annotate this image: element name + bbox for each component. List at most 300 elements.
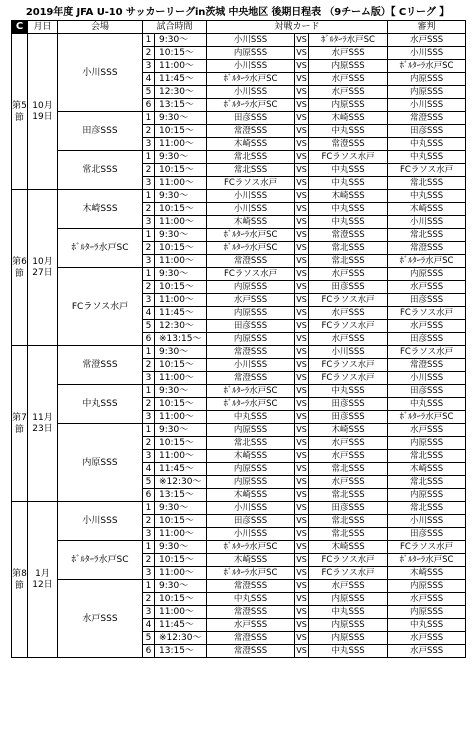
match-time: 9:30～ xyxy=(155,424,207,437)
referee-team: 木崎SSS xyxy=(388,463,466,476)
away-team: FCラソス水戸 xyxy=(309,567,388,580)
match-time: 10:15～ xyxy=(155,554,207,567)
match-time: 10:15～ xyxy=(155,437,207,450)
match-time: 11:00～ xyxy=(155,411,207,424)
league-badge: C xyxy=(12,21,28,34)
match-number: 1 xyxy=(143,541,155,554)
vs-label: VS xyxy=(295,463,309,476)
match-time: 11:00～ xyxy=(155,294,207,307)
match-time: 11:00～ xyxy=(155,216,207,229)
match-time: 10:15～ xyxy=(155,125,207,138)
referee-team: 中丸SSS xyxy=(388,138,466,151)
header-date: 月日 xyxy=(28,21,58,34)
match-number: 1 xyxy=(143,112,155,125)
home-team: 水戸SSS xyxy=(207,294,295,307)
referee-team: 中丸SSS xyxy=(388,151,466,164)
away-team: FCラソス水戸 xyxy=(309,151,388,164)
match-time: 9:30～ xyxy=(155,385,207,398)
match-number: 3 xyxy=(143,294,155,307)
match-time: 10:15～ xyxy=(155,515,207,528)
referee-team: 常北SSS xyxy=(388,476,466,489)
match-number: 1 xyxy=(143,424,155,437)
match-number: 6 xyxy=(143,333,155,346)
match-number: 4 xyxy=(143,307,155,320)
referee-team: 中丸SSS xyxy=(388,398,466,411)
match-row xyxy=(12,424,466,437)
vs-label: VS xyxy=(295,281,309,294)
vs-label: VS xyxy=(295,515,309,528)
match-number: 6 xyxy=(143,99,155,112)
home-team: 小川SSS xyxy=(207,86,295,99)
match-time: 9:30～ xyxy=(155,229,207,242)
referee-team: 木崎SSS xyxy=(388,203,466,216)
match-time: 10:15～ xyxy=(155,47,207,60)
referee-team: 水戸SSS xyxy=(388,34,466,47)
round-label: 第7節 xyxy=(12,346,28,502)
home-team: 木崎SSS xyxy=(207,489,295,502)
vs-label: VS xyxy=(295,476,309,489)
vs-label: VS xyxy=(295,255,309,268)
round-date: 11月 23日 xyxy=(28,346,58,502)
referee-team: FCラソス水戸 xyxy=(388,307,466,320)
away-team: FCラソス水戸 xyxy=(309,372,388,385)
match-number: 5 xyxy=(143,632,155,645)
referee-team: 田彦SSS xyxy=(388,125,466,138)
venue-name: 小川SSS xyxy=(58,34,143,112)
match-time: 11:00～ xyxy=(155,606,207,619)
venue-name: ﾎﾞﾙﾀｰﾗ水戸SC xyxy=(58,229,143,268)
match-row xyxy=(12,151,466,164)
match-row xyxy=(12,502,466,515)
match-number: 4 xyxy=(143,619,155,632)
away-team: 常北SSS xyxy=(309,255,388,268)
vs-label: VS xyxy=(295,60,309,73)
match-time: 10:15～ xyxy=(155,359,207,372)
referee-team: ﾎﾞﾙﾀｰﾗ水戸SC xyxy=(388,411,466,424)
match-number: 1 xyxy=(143,346,155,359)
referee-team: 水戸SSS xyxy=(388,320,466,333)
home-team: 小川SSS xyxy=(207,502,295,515)
vs-label: VS xyxy=(295,86,309,99)
match-number: 2 xyxy=(143,164,155,177)
away-team: 内原SSS xyxy=(309,60,388,73)
header-card: 対戦カード xyxy=(207,21,388,34)
referee-team: 内原SSS xyxy=(388,86,466,99)
match-time: 9:30～ xyxy=(155,580,207,593)
match-time: 11:45～ xyxy=(155,619,207,632)
away-team: 内原SSS xyxy=(309,619,388,632)
vs-label: VS xyxy=(295,34,309,47)
match-time: 11:00～ xyxy=(155,138,207,151)
match-row xyxy=(12,268,466,281)
vs-label: VS xyxy=(295,528,309,541)
referee-team: 小川SSS xyxy=(388,216,466,229)
referee-team: 小川SSS xyxy=(388,99,466,112)
match-time: 11:00～ xyxy=(155,255,207,268)
vs-label: VS xyxy=(295,606,309,619)
match-row xyxy=(12,34,466,47)
round-label: 第6節 xyxy=(12,190,28,346)
match-number: 2 xyxy=(143,398,155,411)
vs-label: VS xyxy=(295,424,309,437)
referee-team: 小川SSS xyxy=(388,515,466,528)
away-team: 木崎SSS xyxy=(309,112,388,125)
referee-team: 水戸SSS xyxy=(388,593,466,606)
home-team: 常澄SSS xyxy=(207,645,295,658)
vs-label: VS xyxy=(295,73,309,86)
home-team: 常北SSS xyxy=(207,151,295,164)
match-number: 3 xyxy=(143,450,155,463)
vs-label: VS xyxy=(295,307,309,320)
match-time: 10:15～ xyxy=(155,398,207,411)
match-time: 10:15～ xyxy=(155,281,207,294)
match-number: 1 xyxy=(143,229,155,242)
vs-label: VS xyxy=(295,242,309,255)
match-time: 10:15～ xyxy=(155,593,207,606)
match-time: 12:30～ xyxy=(155,320,207,333)
home-team: 常澄SSS xyxy=(207,580,295,593)
away-team: 水戸SSS xyxy=(309,307,388,320)
home-team: 中丸SSS xyxy=(207,411,295,424)
match-time: 9:30～ xyxy=(155,502,207,515)
away-team: 常北SSS xyxy=(309,463,388,476)
referee-team: 小川SSS xyxy=(388,47,466,60)
referee-team: 水戸SSS xyxy=(388,281,466,294)
home-team: 水戸SSS xyxy=(207,619,295,632)
match-row xyxy=(12,580,466,593)
header-venue: 会場 xyxy=(58,21,143,34)
referee-team: 水戸SSS xyxy=(388,632,466,645)
away-team: 田彦SSS xyxy=(309,398,388,411)
away-team: 水戸SSS xyxy=(309,437,388,450)
vs-label: VS xyxy=(295,229,309,242)
referee-team: 内原SSS xyxy=(388,437,466,450)
vs-label: VS xyxy=(295,632,309,645)
away-team: 水戸SSS xyxy=(309,450,388,463)
round-label: 第8節 xyxy=(12,502,28,658)
away-team: 中丸SSS xyxy=(309,125,388,138)
venue-name: ﾎﾞﾙﾀｰﾗ水戸SC xyxy=(58,541,143,580)
referee-team: 内原SSS xyxy=(388,268,466,281)
home-team: 小川SSS xyxy=(207,359,295,372)
match-time: 10:15～ xyxy=(155,242,207,255)
referee-team: 中丸SSS xyxy=(388,619,466,632)
match-number: 1 xyxy=(143,190,155,203)
home-team: 常澄SSS xyxy=(207,632,295,645)
away-team: 水戸SSS xyxy=(309,47,388,60)
venue-name: 内原SSS xyxy=(58,424,143,502)
referee-team: 小川SSS xyxy=(388,372,466,385)
home-team: ﾎﾞﾙﾀｰﾗ水戸SC xyxy=(207,385,295,398)
referee-team: 内原SSS xyxy=(388,580,466,593)
vs-label: VS xyxy=(295,593,309,606)
vs-label: VS xyxy=(295,502,309,515)
away-team: ﾎﾞﾙﾀｰﾗ水戸SC xyxy=(309,34,388,47)
match-number: 3 xyxy=(143,567,155,580)
round-date: 10月 27日 xyxy=(28,190,58,346)
match-time: ※13:15～ xyxy=(155,333,207,346)
away-team: 水戸SSS xyxy=(309,476,388,489)
match-number: 6 xyxy=(143,489,155,502)
away-team: 木崎SSS xyxy=(309,541,388,554)
referee-team: 内原SSS xyxy=(388,606,466,619)
match-time: 10:15～ xyxy=(155,203,207,216)
referee-team: 常澄SSS xyxy=(388,359,466,372)
home-team: 常北SSS xyxy=(207,437,295,450)
away-team: 常北SSS xyxy=(309,528,388,541)
referee-team: FCラソス水戸 xyxy=(388,164,466,177)
away-team: 木崎SSS xyxy=(309,190,388,203)
match-time: 11:00～ xyxy=(155,60,207,73)
home-team: 内原SSS xyxy=(207,476,295,489)
referee-team: ﾎﾞﾙﾀｰﾗ水戸SC xyxy=(388,60,466,73)
match-time: 10:15～ xyxy=(155,164,207,177)
referee-team: 中丸SSS xyxy=(388,190,466,203)
header-time: 試合時間 xyxy=(143,21,207,34)
home-team: 常澄SSS xyxy=(207,346,295,359)
away-team: FCラソス水戸 xyxy=(309,294,388,307)
away-team: 中丸SSS xyxy=(309,177,388,190)
referee-team: 木崎SSS xyxy=(388,567,466,580)
vs-label: VS xyxy=(295,99,309,112)
vs-label: VS xyxy=(295,437,309,450)
away-team: 内原SSS xyxy=(309,632,388,645)
venue-name: 常北SSS xyxy=(58,151,143,190)
vs-label: VS xyxy=(295,372,309,385)
match-number: 1 xyxy=(143,385,155,398)
referee-team: 水戸SSS xyxy=(388,645,466,658)
match-time: 9:30～ xyxy=(155,112,207,125)
referee-team: FCラソス水戸 xyxy=(388,346,466,359)
home-team: ﾎﾞﾙﾀｰﾗ水戸SC xyxy=(207,567,295,580)
match-time: ※12:30～ xyxy=(155,632,207,645)
home-team: 内原SSS xyxy=(207,307,295,320)
referee-team: 内原SSS xyxy=(388,73,466,86)
match-time: 11:45～ xyxy=(155,73,207,86)
venue-name: 小川SSS xyxy=(58,502,143,541)
match-time: 11:00～ xyxy=(155,372,207,385)
home-team: 木崎SSS xyxy=(207,450,295,463)
referee-team: 常北SSS xyxy=(388,229,466,242)
schedule-table xyxy=(11,20,466,658)
match-time: 9:30～ xyxy=(155,34,207,47)
match-number: 2 xyxy=(143,515,155,528)
away-team: FCラソス水戸 xyxy=(309,554,388,567)
home-team: 常澄SSS xyxy=(207,606,295,619)
referee-team: 常澄SSS xyxy=(388,112,466,125)
home-team: 小川SSS xyxy=(207,60,295,73)
match-number: 3 xyxy=(143,411,155,424)
match-number: 4 xyxy=(143,463,155,476)
home-team: 常北SSS xyxy=(207,164,295,177)
match-number: 1 xyxy=(143,502,155,515)
vs-label: VS xyxy=(295,554,309,567)
match-number: 1 xyxy=(143,34,155,47)
match-number: 2 xyxy=(143,242,155,255)
match-number: 2 xyxy=(143,359,155,372)
away-team: 田彦SSS xyxy=(309,281,388,294)
home-team: 内原SSS xyxy=(207,281,295,294)
home-team: FCラソス水戸 xyxy=(207,268,295,281)
vs-label: VS xyxy=(295,216,309,229)
home-team: 小川SSS xyxy=(207,528,295,541)
away-team: 水戸SSS xyxy=(309,268,388,281)
match-number: 3 xyxy=(143,606,155,619)
match-number: 3 xyxy=(143,138,155,151)
vs-label: VS xyxy=(295,398,309,411)
match-number: 6 xyxy=(143,645,155,658)
match-row xyxy=(12,229,466,242)
referee-team: 水戸SSS xyxy=(388,424,466,437)
header-ref: 審判 xyxy=(388,21,466,34)
venue-name: 水戸SSS xyxy=(58,580,143,658)
match-number: 4 xyxy=(143,73,155,86)
away-team: 常北SSS xyxy=(309,489,388,502)
round-date: 10月 19日 xyxy=(28,34,58,190)
home-team: 田彦SSS xyxy=(207,320,295,333)
referee-team: 常澄SSS xyxy=(388,242,466,255)
vs-label: VS xyxy=(295,203,309,216)
match-number: 2 xyxy=(143,281,155,294)
venue-name: 田彦SSS xyxy=(58,112,143,151)
header-row xyxy=(12,21,466,34)
home-team: ﾎﾞﾙﾀｰﾗ水戸SC xyxy=(207,99,295,112)
match-number: 2 xyxy=(143,203,155,216)
home-team: 常澄SSS xyxy=(207,372,295,385)
match-row xyxy=(12,385,466,398)
match-time: 9:30～ xyxy=(155,190,207,203)
match-time: 11:00～ xyxy=(155,177,207,190)
match-number: 2 xyxy=(143,554,155,567)
home-team: ﾎﾞﾙﾀｰﾗ水戸SC xyxy=(207,242,295,255)
match-number: 2 xyxy=(143,437,155,450)
away-team: 常澄SSS xyxy=(309,138,388,151)
away-team: FCラソス水戸 xyxy=(309,359,388,372)
match-time: 13:15～ xyxy=(155,489,207,502)
referee-team: 田彦SSS xyxy=(388,333,466,346)
match-number: 3 xyxy=(143,372,155,385)
vs-label: VS xyxy=(295,645,309,658)
referee-team: 田彦SSS xyxy=(388,528,466,541)
referee-team: 常北SSS xyxy=(388,450,466,463)
match-number: 5 xyxy=(143,86,155,99)
referee-team: FCラソス水戸 xyxy=(388,541,466,554)
referee-team: 常北SSS xyxy=(388,502,466,515)
vs-label: VS xyxy=(295,320,309,333)
vs-label: VS xyxy=(295,268,309,281)
match-number: 3 xyxy=(143,528,155,541)
match-row xyxy=(12,346,466,359)
vs-label: VS xyxy=(295,411,309,424)
round-label: 第5節 xyxy=(12,34,28,190)
home-team: 中丸SSS xyxy=(207,593,295,606)
home-team: 木崎SSS xyxy=(207,216,295,229)
home-team: 小川SSS xyxy=(207,34,295,47)
away-team: 水戸SSS xyxy=(309,580,388,593)
away-team: 内原SSS xyxy=(309,593,388,606)
vs-label: VS xyxy=(295,489,309,502)
match-time: 11:00～ xyxy=(155,450,207,463)
referee-team: ﾎﾞﾙﾀｰﾗ水戸SC xyxy=(388,554,466,567)
vs-label: VS xyxy=(295,541,309,554)
away-team: 中丸SSS xyxy=(309,164,388,177)
home-team: ﾎﾞﾙﾀｰﾗ水戸SC xyxy=(207,398,295,411)
match-number: 2 xyxy=(143,125,155,138)
away-team: 中丸SSS xyxy=(309,606,388,619)
vs-label: VS xyxy=(295,450,309,463)
match-time: 11:00～ xyxy=(155,528,207,541)
vs-label: VS xyxy=(295,346,309,359)
away-team: 田彦SSS xyxy=(309,502,388,515)
match-time: 11:45～ xyxy=(155,463,207,476)
home-team: ﾎﾞﾙﾀｰﾗ水戸SC xyxy=(207,229,295,242)
match-number: 1 xyxy=(143,151,155,164)
referee-team: ﾎﾞﾙﾀｰﾗ水戸SC xyxy=(388,255,466,268)
referee-team: 常北SSS xyxy=(388,177,466,190)
home-team: ﾎﾞﾙﾀｰﾗ水戸SC xyxy=(207,73,295,86)
match-row xyxy=(12,112,466,125)
away-team: 田彦SSS xyxy=(309,411,388,424)
venue-name: 常澄SSS xyxy=(58,346,143,385)
away-team: 水戸SSS xyxy=(309,73,388,86)
referee-team: 田彦SSS xyxy=(388,385,466,398)
match-time: ※12:30～ xyxy=(155,476,207,489)
venue-name: FCラソス水戸 xyxy=(58,268,143,346)
home-team: 小川SSS xyxy=(207,203,295,216)
home-team: 小川SSS xyxy=(207,190,295,203)
home-team: 田彦SSS xyxy=(207,515,295,528)
venue-name: 木崎SSS xyxy=(58,190,143,229)
schedule-body xyxy=(12,34,466,658)
home-team: ﾎﾞﾙﾀｰﾗ水戸SC xyxy=(207,541,295,554)
away-team: 小川SSS xyxy=(309,346,388,359)
match-time: 13:15～ xyxy=(155,645,207,658)
match-number: 3 xyxy=(143,60,155,73)
away-team: 常澄SSS xyxy=(309,229,388,242)
match-time: 9:30～ xyxy=(155,151,207,164)
vs-label: VS xyxy=(295,151,309,164)
vs-label: VS xyxy=(295,47,309,60)
match-time: 13:15～ xyxy=(155,99,207,112)
referee-team: 内原SSS xyxy=(388,489,466,502)
away-team: 常北SSS xyxy=(309,515,388,528)
match-time: 11:45～ xyxy=(155,307,207,320)
page-title: 2019年度 JFA U-10 サッカーリーグin茨城 中央地区 後期日程表 （9チーム版）【 Cリーグ 】 xyxy=(25,7,450,18)
match-time: 9:30～ xyxy=(155,346,207,359)
match-number: 3 xyxy=(143,177,155,190)
vs-label: VS xyxy=(295,567,309,580)
round-date: 1月 12日 xyxy=(28,502,58,658)
home-team: 木崎SSS xyxy=(207,138,295,151)
away-team: 水戸SSS xyxy=(309,333,388,346)
home-team: 常澄SSS xyxy=(207,255,295,268)
away-team: FCラソス水戸 xyxy=(309,320,388,333)
match-number: 5 xyxy=(143,476,155,489)
home-team: 常澄SSS xyxy=(207,125,295,138)
vs-label: VS xyxy=(295,112,309,125)
match-number: 3 xyxy=(143,255,155,268)
match-number: 1 xyxy=(143,580,155,593)
match-row xyxy=(12,541,466,554)
away-team: 水戸SSS xyxy=(309,86,388,99)
home-team: 田彦SSS xyxy=(207,112,295,125)
away-team: 木崎SSS xyxy=(309,424,388,437)
match-time: 12:30～ xyxy=(155,86,207,99)
match-time: 11:00～ xyxy=(155,567,207,580)
vs-label: VS xyxy=(295,580,309,593)
venue-name: 中丸SSS xyxy=(58,385,143,424)
vs-label: VS xyxy=(295,190,309,203)
